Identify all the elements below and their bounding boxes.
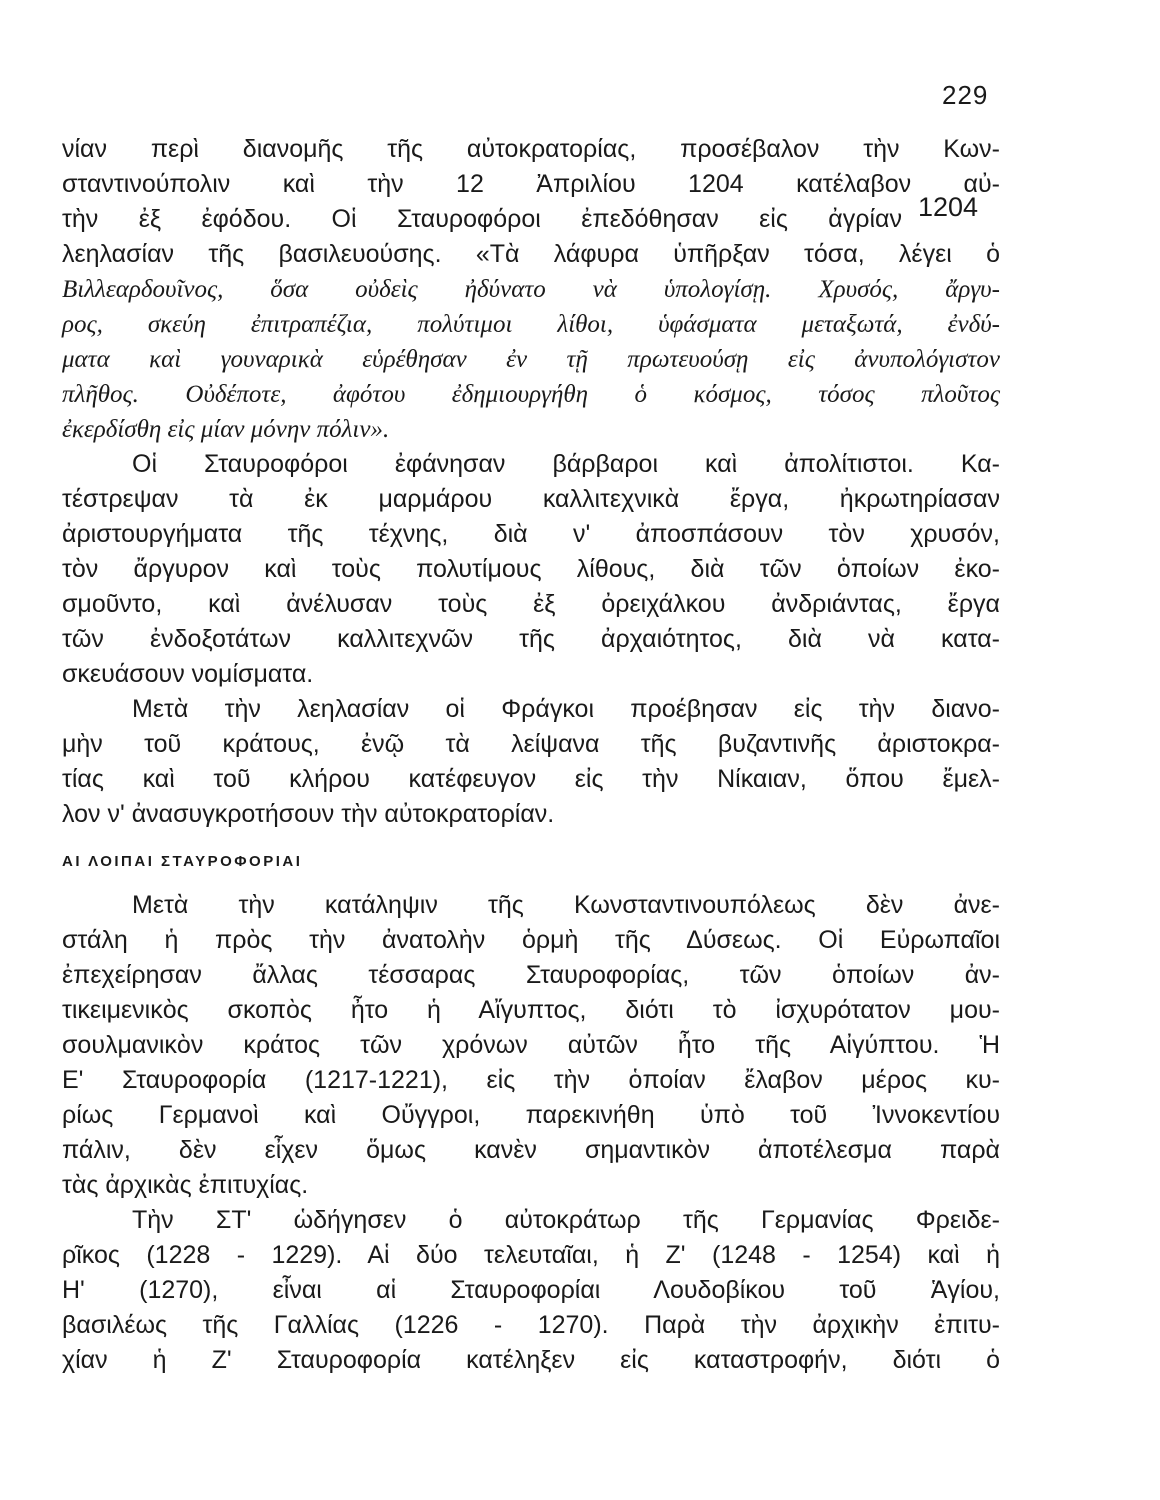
text-line: Ε' Σταυροφορία (1217-1221), εἰς τὴν ὁποίαν ἔλαβον μέρος κυ-: [62, 1066, 1000, 1094]
text-line: Οἱ Σταυροφόροι ἐφάνησαν βάρβαροι καὶ ἀπολίτιστοι. Κα-: [132, 450, 1000, 478]
text-line: βασιλέως τῆς Γαλλίας (1226 - 1270). Παρὰ τὴν ἀρχικὴν ἐπιτυ-: [62, 1311, 1000, 1339]
text-line: τὰς ἀρχικὰς ἐπιτυχίας.: [62, 1171, 309, 1199]
text-line: τὸν ἄργυρον καὶ τοὺς πολυτίμους λίθους, διὰ τῶν ὁποίων ἐκο-: [62, 555, 1000, 583]
text-line: ἐκερδίσθη εἰς μίαν μόνην πόλιν».: [62, 416, 390, 443]
text-line: πάλιν, δὲν εἶχεν ὅμως κανὲν σημαντικὸν ἀποτέλεσμα παρὰ: [62, 1136, 1000, 1164]
text-line: πλῆθος. Οὐδέποτε, ἀφότου ἐδημιουργήθη ὁ κόσμος, τόσος πλοῦτος: [62, 381, 1000, 408]
text-line: Τὴν ΣΤ' ὡδήγησεν ὁ αὐτοκράτωρ τῆς Γερμανίας Φρειδε-: [132, 1206, 1000, 1234]
page-number: 229: [942, 80, 989, 110]
text-line: Μετὰ τὴν λεηλασίαν οἱ Φράγκοι προέβησαν εἰς τὴν διανο-: [132, 695, 1000, 723]
text-line: τίας καὶ τοῦ κλήρου κατέφευγον εἰς τὴν Νίκαιαν, ὅπου ἔμελ-: [62, 765, 1000, 793]
text-line: νίαν περὶ διανομῆς τῆς αὐτοκρατορίας, προσέβαλον τὴν Κων-: [62, 135, 1000, 163]
text-line: τῶν ἐνδοξοτάτων καλλιτεχνῶν τῆς ἀρχαιότητος, διὰ νὰ κατα-: [62, 625, 1000, 653]
text-line: ρῖκος (1228 - 1229). Αἱ δύο τελευταῖαι, ἡ Ζ' (1248 - 1254) καὶ ἡ: [62, 1241, 1000, 1269]
text-line: Βιλλεαρδουῖνος, ὅσα οὐδεὶς ἠδύνατο νὰ ὑπολογίσῃ. Χρυσός, ἄργυ-: [62, 276, 1000, 303]
text-line: Η' (1270), εἶναι αἱ Σταυροφορίαι Λουδοβίκου τοῦ Ἁγίου,: [62, 1276, 1000, 1304]
text-line: τέστρεψαν τὰ ἐκ μαρμάρου καλλιτεχνικὰ ἔργα, ἠκρωτηρίασαν: [62, 485, 1000, 513]
text-line: ἀριστουργήματα τῆς τέχνης, διὰ ν' ἀποσπάσουν τὸν χρυσόν,: [62, 520, 1000, 548]
text-line: ματα καὶ γουναρικὰ εὑρέθησαν ἐν τῇ πρωτευούσῃ εἰς ἀνυπολόγιστον: [62, 346, 1000, 373]
text-line: ρος, σκεύη ἐπιτραπέζια, πολύτιμοι λίθοι, ὑφάσματα μεταξωτά, ἐνδύ-: [62, 311, 1000, 338]
text-line: σκευάσουν νομίσματα.: [62, 660, 314, 688]
text-line: μὴν τοῦ κράτους, ἐνῷ τὰ λείψανα τῆς βυζαντινῆς ἀριστοκρα-: [62, 730, 1000, 758]
text-line: στάλη ἡ πρὸς τὴν ἀνατολὴν ὁρμὴ τῆς Δύσεως. Οἱ Εὐρωπαῖοι: [62, 926, 1000, 954]
text-line: τικειμενικὸς σκοπὸς ἦτο ἡ Αἴγυπτος, διότι τὸ ἰσχυρότατον μου-: [62, 996, 1000, 1024]
text-line: λεηλασίαν τῆς βασιλευούσης. «Τὰ λάφυρα ὑπῆρξαν τόσα, λέγει ὁ: [62, 240, 1000, 268]
text-line: ρίως Γερμανοὶ καὶ Οὔγγροι, παρεκινήθη ὑπὸ τοῦ Ἰννοκεντίου: [62, 1101, 1000, 1129]
text-line: χίαν ἡ Ζ' Σταυροφορία κατέληξεν εἰς καταστροφήν, διότι ὁ: [62, 1346, 1000, 1374]
margin-year: 1204: [918, 192, 979, 222]
text-line: ἐπεχείρησαν ἄλλας τέσσαρας Σταυροφορίας, τῶν ὁποίων ἀν-: [62, 961, 1000, 989]
text-line: λον ν' ἀνασυγκροτήσουν τὴν αὐτοκρατορίαν.: [62, 800, 555, 828]
section-heading: ΑΙ ΛΟΙΠΑΙ ΣΤΑΥΡΟΦΟΡΙΑΙ: [62, 853, 303, 870]
text-line: Μετὰ τὴν κατάληψιν τῆς Κωνσταντινουπόλεως δὲν ἀνε-: [132, 891, 1000, 919]
text-line: σμοῦντο, καὶ ἀνέλυσαν τοὺς ἐξ ὀρειχάλκου ἀνδριάντας, ἔργα: [62, 590, 1000, 618]
text-line: τὴν ἐξ ἐφόδου. Οἱ Σταυροφόροι ἐπεδόθησαν εἰς ἀγρίαν: [62, 205, 902, 233]
text-line: σουλμανικὸν κράτος τῶν χρόνων αὐτῶν ἦτο τῆς Αἰγύπτου. Ἡ: [62, 1031, 1000, 1059]
text-line: σταντινούπολιν καὶ τὴν 12 Ἀπριλίου 1204 κατέλαβον αὐ-: [62, 170, 1000, 198]
